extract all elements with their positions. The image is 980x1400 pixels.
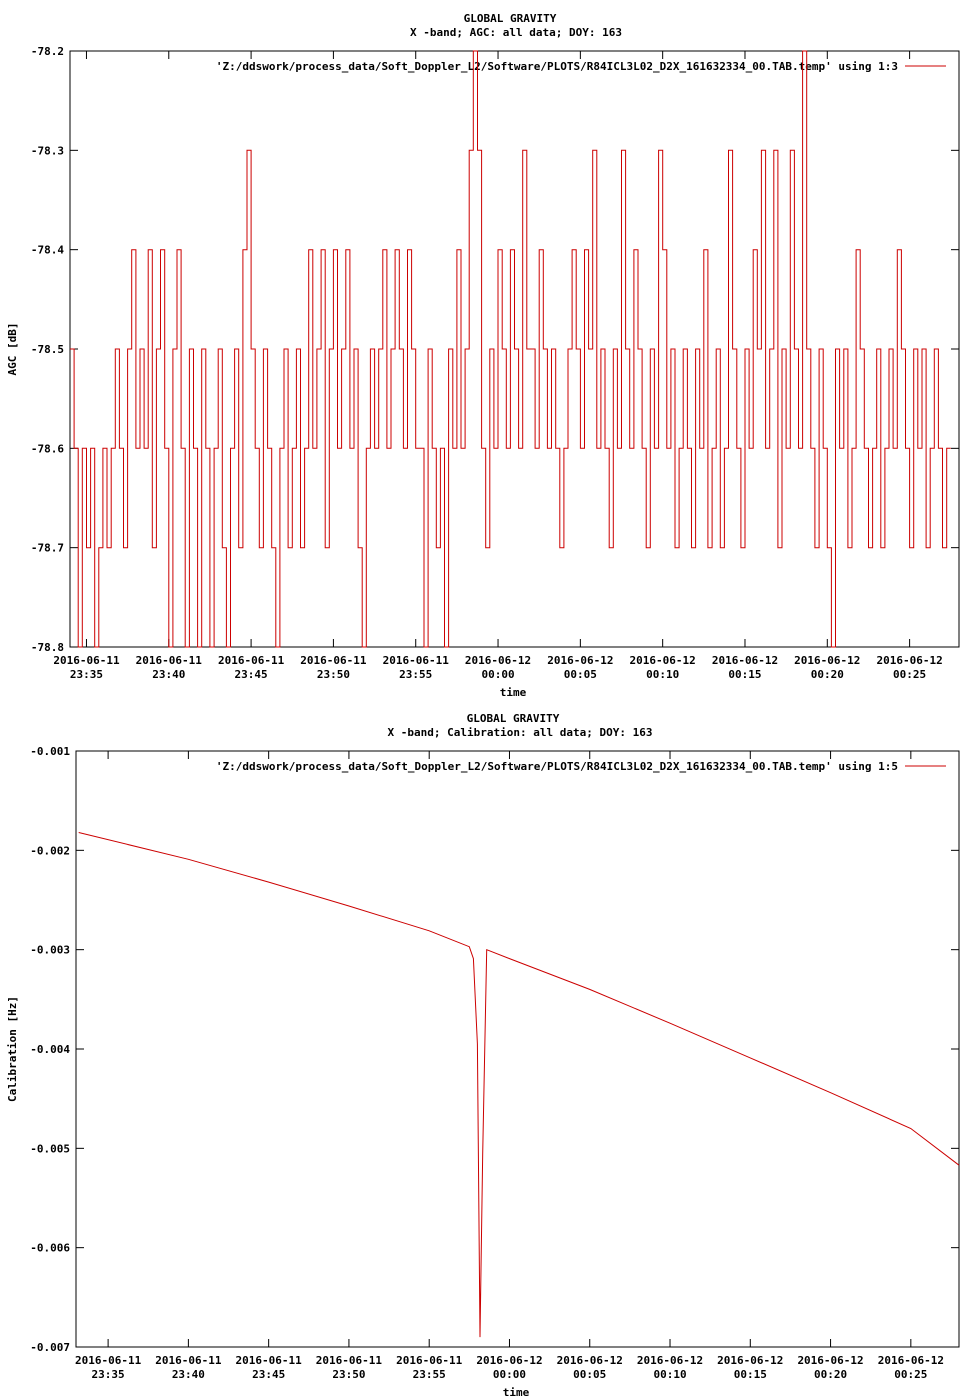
- calibration-x-axis-label: time: [502, 1386, 530, 1399]
- calibration-x-tick-date: 2016-06-11: [315, 1354, 383, 1367]
- agc-legend: [216, 60, 946, 73]
- agc-x-tick-time: 23:55: [399, 668, 433, 681]
- calibration-x-tick-time: 23:50: [332, 1368, 366, 1381]
- agc-series-line: [70, 51, 951, 647]
- calibration-x-tick-date: 2016-06-12: [877, 1354, 944, 1367]
- agc-x-axis-label: time: [499, 686, 527, 699]
- agc-x-tick-time: 23:50: [316, 668, 350, 681]
- agc-x-tick-time: 00:15: [728, 668, 762, 681]
- agc-y-tick-label: -78.2: [30, 45, 64, 58]
- calibration-x-tick-date: 2016-06-12: [717, 1354, 784, 1367]
- agc-chart-title: GLOBAL GRAVITY: [463, 12, 557, 25]
- calibration-chart-title: GLOBAL GRAVITY: [466, 712, 560, 725]
- agc-x-tick-date: 2016-06-12: [711, 654, 779, 667]
- agc-y-tick-label: -78.4: [30, 243, 64, 257]
- agc-x-tick-date: 2016-06-11: [217, 654, 285, 667]
- agc-y-tick-label: -78.5: [30, 343, 64, 356]
- calibration-y-tick-label: -0.004: [30, 1043, 70, 1056]
- calibration-y-axis-label: Calibration [Hz]: [6, 996, 19, 1102]
- calibration-chart: [6, 712, 959, 1399]
- calibration-legend-label: 'Z:/ddswork/process_data/Soft_Doppler_L2/Software/PLOTS/R84ICL3L02_D2X_161632334_00.TAB.temp' using 1:5: [215, 760, 898, 773]
- agc-x-tick-date: 2016-06-11: [300, 654, 367, 667]
- agc-x-tick-time: 00:10: [646, 668, 680, 681]
- calibration-x-tick-date: 2016-06-12: [636, 1354, 704, 1367]
- calibration-legend: [216, 760, 946, 773]
- agc-chart-subtitle: X -band; AGC: all data; DOY: 163: [410, 26, 622, 39]
- calibration-y-tick-label: -0.005: [30, 1142, 70, 1156]
- calibration-x-tick-date: 2016-06-11: [235, 1354, 302, 1367]
- calibration-x-tick-time: 00:05: [573, 1368, 607, 1381]
- agc-x-tick-time: 00:25: [893, 668, 927, 681]
- agc-y-axis-label: AGC [dB]: [6, 322, 19, 376]
- calibration-x-tick-date: 2016-06-12: [476, 1354, 543, 1367]
- calibration-x-tick-time: 00:25: [894, 1368, 928, 1381]
- agc-x-tick-time: 23:40: [152, 668, 186, 681]
- calibration-y-tick-label: -0.007: [30, 1341, 70, 1354]
- agc-y-tick-label: -78.8: [30, 641, 64, 654]
- agc-x-tick-date: 2016-06-11: [382, 654, 449, 667]
- agc-x-tick-date: 2016-06-12: [547, 654, 614, 667]
- calibration-y-axis: [30, 745, 959, 1354]
- calibration-y-tick-label: -0.002: [30, 844, 70, 858]
- agc-x-tick-time: 00:20: [810, 668, 844, 681]
- calibration-x-tick-date: 2016-06-11: [74, 1354, 142, 1367]
- calibration-x-tick-time: 00:15: [733, 1368, 767, 1381]
- calibration-x-tick-time: 23:40: [171, 1368, 205, 1381]
- agc-x-tick-time: 00:05: [563, 668, 597, 681]
- agc-y-tick-label: -78.6: [30, 442, 64, 456]
- calibration-x-tick-time: 23:45: [252, 1368, 286, 1381]
- calibration-y-tick-label: -0.001: [30, 745, 70, 758]
- calibration-series-line: [79, 833, 959, 1338]
- agc-x-tick-time: 23:45: [234, 668, 268, 681]
- agc-x-tick-time: 00:00: [481, 668, 515, 681]
- agc-x-tick-time: 23:35: [69, 668, 104, 681]
- calibration-x-tick-date: 2016-06-12: [556, 1354, 623, 1367]
- calibration-x-tick-time: 00:20: [814, 1368, 848, 1381]
- calibration-x-tick-date: 2016-06-11: [396, 1354, 463, 1367]
- calibration-y-tick-label: -0.006: [30, 1241, 70, 1255]
- calibration-x-tick-time: 23:55: [412, 1368, 446, 1381]
- agc-x-tick-date: 2016-06-11: [53, 654, 120, 667]
- agc-x-tick-date: 2016-06-12: [876, 654, 943, 667]
- calibration-y-tick-label: -0.003: [30, 943, 70, 957]
- agc-y-tick-label: -78.3: [30, 144, 64, 158]
- agc-chart: [6, 12, 959, 699]
- calibration-x-tick-date: 2016-06-12: [797, 1354, 864, 1367]
- agc-x-tick-date: 2016-06-12: [629, 654, 696, 667]
- agc-x-tick-date: 2016-06-12: [464, 654, 532, 667]
- agc-x-tick-date: 2016-06-12: [794, 654, 861, 667]
- calibration-plot-frame: [76, 751, 959, 1347]
- calibration-x-tick-time: 00:10: [653, 1368, 687, 1381]
- agc-y-tick-label: -78.7: [30, 541, 64, 555]
- agc-x-tick-date: 2016-06-11: [135, 654, 202, 667]
- calibration-x-axis: [75, 751, 944, 1381]
- calibration-x-tick-date: 2016-06-11: [155, 1354, 222, 1367]
- calibration-x-tick-time: 23:35: [91, 1368, 125, 1381]
- calibration-x-tick-time: 00:00: [492, 1368, 527, 1381]
- calibration-chart-subtitle: X -band; Calibration: all data; DOY: 163: [387, 726, 653, 739]
- agc-legend-label: 'Z:/ddswork/process_data/Soft_Doppler_L2/Software/PLOTS/R84ICL3L02_D2X_161632334_00.TAB.temp' using 1:3: [215, 60, 898, 73]
